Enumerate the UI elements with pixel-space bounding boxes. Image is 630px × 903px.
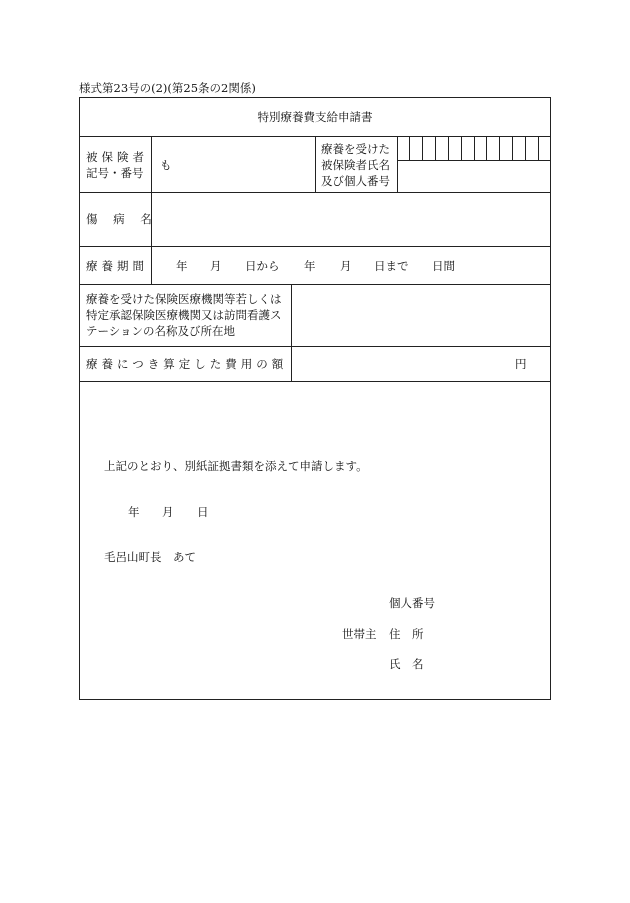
cost-label: 療養につき算定した費用の額 — [86, 357, 288, 371]
yen-unit: 円 — [515, 357, 527, 371]
institution-label-line2: 特定承認保険医療機関又は訪問看護ス — [86, 308, 282, 322]
period-label: 療養期間 — [86, 259, 148, 273]
period-days: 日間 — [432, 259, 455, 273]
declaration-statement: 上記のとおり、別紙証拠書類を添えて申請します。 — [104, 459, 368, 473]
cost-field[interactable] — [292, 347, 512, 380]
period-day-until: 日まで — [374, 259, 409, 273]
grid-cell — [409, 136, 422, 160]
insured-symbol-label-line2: 記号・番号 — [86, 166, 144, 180]
grid-cell — [486, 136, 499, 160]
rule-period-divider — [151, 246, 152, 284]
grid-cell — [512, 136, 525, 160]
institution-label-line1: 療養を受けた保険医療機関等若しくは — [86, 292, 282, 306]
form-id: 様式第23号の(2)(第25条の2関係) — [79, 81, 256, 95]
period-year-from: 年 — [176, 259, 188, 273]
date-year: 年 — [128, 505, 140, 519]
disease-field[interactable] — [152, 193, 550, 245]
recipient-label-line1: 療養を受けた — [321, 142, 390, 156]
grid-cell — [422, 136, 435, 160]
date-month: 月 — [162, 505, 174, 519]
address-label: 住 所 — [389, 627, 424, 641]
personal-number-label: 個人番号 — [389, 596, 435, 610]
grid-cell — [397, 136, 409, 160]
personal-number-grid[interactable] — [397, 136, 551, 160]
date-day: 日 — [197, 505, 209, 519]
disease-label: 傷 病 名 — [86, 212, 158, 226]
addressee: 毛呂山町長 あて — [104, 550, 196, 564]
institution-label-line3: テーションの名称及び所在地 — [86, 324, 236, 338]
name-label: 氏 名 — [389, 657, 424, 671]
grid-cell — [448, 136, 461, 160]
period-year-until: 年 — [304, 259, 316, 273]
householder-label: 世帯主 — [342, 627, 377, 641]
grid-cell — [435, 136, 448, 160]
recipient-name-field[interactable] — [398, 161, 550, 191]
form-title: 特別療養費支給申請書 — [257, 110, 373, 124]
grid-cell — [538, 136, 551, 160]
grid-cell — [474, 136, 487, 160]
insured-symbol-label-line1: 被保険者 — [86, 150, 148, 164]
recipient-label-line2: 被保険者氏名 — [321, 158, 390, 172]
insured-symbol-field[interactable]: も — [160, 158, 172, 172]
rule-cost-bottom — [79, 381, 551, 382]
period-day-from: 日から — [245, 259, 280, 273]
period-month-from: 月 — [210, 259, 222, 273]
period-month-until: 月 — [340, 259, 352, 273]
rule-insured-value-divider — [315, 136, 316, 192]
grid-cell — [499, 136, 512, 160]
grid-cell — [461, 136, 474, 160]
grid-cell — [525, 136, 538, 160]
rule-disease-bottom — [79, 246, 551, 247]
recipient-label-line3: 及び個人番号 — [321, 174, 390, 188]
rule-insured-label-divider — [151, 136, 152, 192]
institution-field[interactable] — [292, 285, 550, 345]
